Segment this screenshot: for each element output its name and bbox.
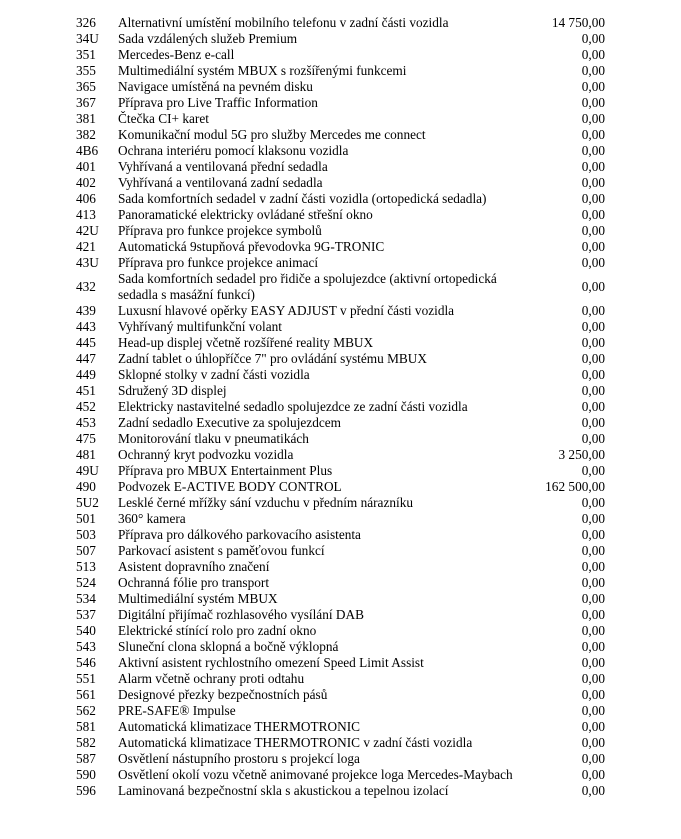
option-price: 0,00 (581, 559, 605, 574)
table-row (0, 639, 681, 655)
option-price: 0,00 (581, 111, 605, 126)
table-row (0, 255, 681, 271)
right-margin (605, 303, 681, 319)
option-code: 503 (76, 527, 96, 542)
right-margin (605, 207, 681, 223)
option-description: Automatická 9stupňová převodovka 9G-TRONIC (118, 239, 385, 254)
right-margin (605, 687, 681, 703)
option-price: 0,00 (581, 527, 605, 542)
option-description: Digitální přijímač rozhlasového vysílání DAB (118, 607, 364, 622)
table-row (0, 607, 681, 623)
option-price: 0,00 (581, 95, 605, 110)
option-code: 596 (76, 783, 96, 798)
right-margin (605, 31, 681, 47)
option-price: 0,00 (581, 495, 605, 510)
option-price: 0,00 (581, 223, 605, 238)
table-row (0, 575, 681, 591)
option-code: 452 (76, 399, 96, 414)
table-row (0, 495, 681, 511)
option-code: 537 (76, 607, 96, 622)
table-row (0, 623, 681, 639)
option-description: Panoramatické elektricky ovládané střešní okno (118, 207, 373, 222)
option-code: 432 (76, 279, 96, 294)
option-price: 0,00 (581, 303, 605, 318)
table-row (0, 543, 681, 559)
option-code: 475 (76, 431, 96, 446)
option-price: 0,00 (581, 279, 605, 294)
option-code: 413 (76, 207, 96, 222)
option-code: 562 (76, 703, 96, 718)
option-price: 162 500,00 (545, 479, 605, 494)
right-margin (605, 399, 681, 415)
right-margin (605, 79, 681, 95)
option-description: Příprava pro MBUX Entertainment Plus (118, 463, 333, 478)
table-row (0, 447, 681, 463)
table-row (0, 671, 681, 687)
table-row (0, 271, 681, 303)
right-margin (605, 63, 681, 79)
option-code: 543 (76, 639, 96, 654)
right-margin (605, 127, 681, 143)
right-margin (605, 575, 681, 591)
option-price: 0,00 (581, 719, 605, 734)
option-code: 402 (76, 175, 96, 190)
right-margin (605, 751, 681, 767)
table-row (0, 31, 681, 47)
option-description: PRE-SAFE® Impulse (118, 703, 236, 718)
option-description: Osvětlení nástupního prostoru s projekcí loga (118, 751, 360, 766)
right-margin (605, 543, 681, 559)
option-price: 0,00 (581, 191, 605, 206)
option-code: 534 (76, 591, 96, 606)
option-description: Aktivní asistent rychlostního omezení Speed Limit Assist (118, 655, 424, 670)
table-row (0, 335, 681, 351)
option-price: 0,00 (581, 175, 605, 190)
table-row (0, 47, 681, 63)
equipment-table (0, 15, 681, 799)
option-price: 0,00 (581, 159, 605, 174)
table-row (0, 223, 681, 239)
option-code: 449 (76, 367, 96, 382)
option-price: 0,00 (581, 367, 605, 382)
table-row (0, 767, 681, 783)
option-description: Ochrana interiéru pomocí klaksonu vozidla (118, 143, 349, 158)
option-code: 451 (76, 383, 96, 398)
option-price: 0,00 (581, 239, 605, 254)
option-price: 0,00 (581, 511, 605, 526)
option-code: 4B6 (76, 143, 99, 158)
option-code: 42U (76, 223, 99, 238)
right-margin (605, 623, 681, 639)
option-price: 0,00 (581, 607, 605, 622)
right-margin (605, 511, 681, 527)
option-price: 0,00 (581, 543, 605, 558)
right-margin (605, 383, 681, 399)
right-margin (605, 111, 681, 127)
option-code: 445 (76, 335, 96, 350)
table-row (0, 239, 681, 255)
option-description: Příprava pro Live Traffic Information (118, 95, 318, 110)
option-code: 401 (76, 159, 96, 174)
option-description: Luxusní hlavové opěrky EASY ADJUST v přední části vozidla (118, 303, 455, 318)
table-row (0, 127, 681, 143)
right-margin (605, 735, 681, 751)
option-price: 0,00 (581, 79, 605, 94)
table-row (0, 367, 681, 383)
table-row (0, 703, 681, 719)
right-margin (605, 591, 681, 607)
option-price: 0,00 (581, 351, 605, 366)
right-margin (605, 463, 681, 479)
table-row (0, 735, 681, 751)
option-price: 0,00 (581, 415, 605, 430)
option-code: 546 (76, 655, 96, 670)
table-row (0, 559, 681, 575)
option-price: 0,00 (581, 255, 605, 270)
right-margin (605, 239, 681, 255)
table-row (0, 143, 681, 159)
option-description: Zadní tablet o úhlopříčce 7" pro ovládání systému MBUX (118, 351, 427, 366)
table-row (0, 303, 681, 319)
right-margin (605, 703, 681, 719)
option-description: Komunikační modul 5G pro služby Mercedes me connect (118, 127, 426, 142)
option-description: Lesklé černé mřížky sání vzduchu v předním nárazníku (118, 495, 414, 510)
right-margin (605, 351, 681, 367)
table-row (0, 15, 681, 31)
option-description: Monitorování tlaku v pneumatikách (118, 431, 309, 446)
option-description: Sdružený 3D displej (118, 383, 227, 398)
option-price: 0,00 (581, 639, 605, 654)
option-description: Alternativní umístění mobilního telefonu v zadní části vozidla (118, 15, 449, 30)
table-row (0, 191, 681, 207)
option-price: 0,00 (581, 463, 605, 478)
option-description: Parkovací asistent s paměťovou funkcí (118, 543, 325, 558)
option-code: 507 (76, 543, 96, 558)
right-margin (605, 47, 681, 63)
option-code: 453 (76, 415, 96, 430)
table-row (0, 687, 681, 703)
right-margin (605, 431, 681, 447)
option-price: 0,00 (581, 47, 605, 62)
option-description: Asistent dopravního značení (118, 559, 270, 574)
option-code: 351 (76, 47, 96, 62)
option-description: Sluneční clona sklopná a bočně výklopná (118, 639, 339, 654)
right-margin (605, 767, 681, 783)
option-description: Vyhřívaná a ventilovaná zadní sedadla (118, 175, 323, 190)
option-description: Vyhřívaná a ventilovaná přední sedadla (118, 159, 328, 174)
option-code: 501 (76, 511, 96, 526)
right-margin (605, 559, 681, 575)
table-row (0, 591, 681, 607)
right-margin (605, 191, 681, 207)
option-price: 0,00 (581, 575, 605, 590)
option-code: 590 (76, 767, 96, 782)
option-description: Sada vzdálených služeb Premium (118, 31, 298, 46)
option-description: Multimediální systém MBUX s rozšířenými funkcemi (118, 63, 407, 78)
option-price: 0,00 (581, 591, 605, 606)
option-code: 34U (76, 31, 99, 46)
option-price: 14 750,00 (551, 15, 605, 30)
right-margin (605, 447, 681, 463)
option-price: 0,00 (581, 399, 605, 414)
option-description: Automatická klimatizace THERMOTRONIC v zadní části vozidla (118, 735, 473, 750)
right-margin (605, 319, 681, 335)
option-code: 43U (76, 255, 99, 270)
option-description: Osvětlení okolí vozu včetně animované projekce loga Mercedes-Maybach (118, 767, 513, 782)
option-description: Designové přezky bezpečnostních pásů (118, 687, 328, 702)
table-row (0, 415, 681, 431)
option-description: Ochranná fólie pro transport (118, 575, 270, 590)
option-code: 540 (76, 623, 96, 638)
option-price: 0,00 (581, 623, 605, 638)
option-description: Sklopné stolky v zadní části vozidla (118, 367, 310, 382)
right-margin (605, 607, 681, 623)
option-price: 0,00 (581, 687, 605, 702)
option-description: Sada komfortních sedadel v zadní části vozidla (ortopedická sedadla) (118, 191, 487, 206)
right-margin (605, 255, 681, 271)
option-description: Elektrické stínící rolo pro zadní okno (118, 623, 317, 638)
option-price: 0,00 (581, 127, 605, 142)
option-price: 0,00 (581, 767, 605, 782)
option-code: 381 (76, 111, 96, 126)
option-price: 0,00 (581, 751, 605, 766)
option-code: 49U (76, 463, 99, 478)
option-description: Podvozek E-ACTIVE BODY CONTROL (118, 479, 342, 494)
right-margin (605, 335, 681, 351)
option-code: 490 (76, 479, 96, 494)
table-row (0, 79, 681, 95)
option-description: Příprava pro funkce projekce animací (118, 255, 319, 270)
option-description: Alarm včetně ochrany proti odtahu (118, 671, 305, 686)
right-margin (605, 479, 681, 495)
option-price: 0,00 (581, 703, 605, 718)
right-margin (605, 223, 681, 239)
option-description: Ochranný kryt podvozku vozidla (118, 447, 294, 462)
option-code: 587 (76, 751, 96, 766)
option-description: Laminovaná bezpečnostní skla s akustickou a tepelnou izolací (118, 783, 449, 798)
option-code: 551 (76, 671, 96, 686)
option-description: Mercedes-Benz e-call (118, 47, 235, 62)
option-price: 0,00 (581, 63, 605, 78)
option-code: 582 (76, 735, 96, 750)
right-margin (605, 495, 681, 511)
table-row (0, 175, 681, 191)
option-code: 367 (76, 95, 96, 110)
option-code: 443 (76, 319, 96, 334)
table-row (0, 783, 681, 799)
table-row (0, 511, 681, 527)
option-description: Multimediální systém MBUX (118, 591, 278, 606)
option-description: Příprava pro funkce projekce symbolů (118, 223, 322, 238)
table-row (0, 319, 681, 335)
table-row (0, 111, 681, 127)
option-code: 447 (76, 351, 96, 366)
option-code: 5U2 (76, 495, 99, 510)
option-price: 0,00 (581, 431, 605, 446)
option-code: 513 (76, 559, 96, 574)
option-price: 0,00 (581, 671, 605, 686)
table-row (0, 159, 681, 175)
option-price: 0,00 (581, 783, 605, 798)
option-code: 439 (76, 303, 96, 318)
table-row (0, 383, 681, 399)
table-row (0, 399, 681, 415)
right-margin (605, 15, 681, 31)
option-price: 0,00 (581, 31, 605, 46)
right-margin (605, 655, 681, 671)
option-description: Automatická klimatizace THERMOTRONIC (118, 719, 360, 734)
option-code: 524 (76, 575, 96, 590)
table-row (0, 63, 681, 79)
option-code: 365 (76, 79, 96, 94)
table-row (0, 719, 681, 735)
option-description: Čtečka CI+ karet (118, 111, 209, 126)
right-margin (605, 719, 681, 735)
right-margin (605, 143, 681, 159)
option-description: Zadní sedadlo Executive za spolujezdcem (118, 415, 342, 430)
option-price: 0,00 (581, 319, 605, 334)
option-code: 581 (76, 719, 96, 734)
option-description: 360° kamera (118, 511, 186, 526)
right-margin (605, 671, 681, 687)
option-code: 421 (76, 239, 96, 254)
right-margin (605, 527, 681, 543)
right-margin (605, 95, 681, 111)
right-margin (605, 175, 681, 191)
option-price: 3 250,00 (558, 447, 605, 462)
right-margin (605, 367, 681, 383)
option-code: 406 (76, 191, 96, 206)
option-description: Vyhřívaný multifunkční volant (118, 319, 282, 334)
option-code: 481 (76, 447, 96, 462)
option-description: Navigace umístěná na pevném disku (118, 79, 313, 94)
option-description: Příprava pro dálkového parkovacího asistenta (118, 527, 361, 542)
option-price: 0,00 (581, 383, 605, 398)
option-price: 0,00 (581, 735, 605, 750)
table-row (0, 527, 681, 543)
table-row (0, 207, 681, 223)
option-price: 0,00 (581, 335, 605, 350)
option-code: 355 (76, 63, 96, 78)
right-margin (605, 159, 681, 175)
table-row (0, 351, 681, 367)
table-row (0, 751, 681, 767)
equipment-table-body (0, 15, 681, 799)
option-price: 0,00 (581, 655, 605, 670)
option-description: Head-up displej včetně rozšířené reality MBUX (118, 335, 374, 350)
table-row (0, 479, 681, 495)
option-description: Sada komfortních sedadel pro řidiče a spolujezdce (aktivní ortopedická sedadla s masážní funkcí) (118, 271, 497, 302)
right-margin (605, 271, 681, 303)
equipment-price-list (0, 15, 681, 799)
table-row (0, 655, 681, 671)
option-code: 382 (76, 127, 96, 142)
option-price: 0,00 (581, 207, 605, 222)
option-description: Elektricky nastavitelné sedadlo spolujezdce ze zadní části vozidla (118, 399, 468, 414)
right-margin (605, 783, 681, 799)
table-row (0, 95, 681, 111)
table-row (0, 463, 681, 479)
table-row (0, 431, 681, 447)
right-margin (605, 415, 681, 431)
option-code: 326 (76, 15, 96, 30)
right-margin (605, 639, 681, 655)
option-code: 561 (76, 687, 96, 702)
option-price: 0,00 (581, 143, 605, 158)
